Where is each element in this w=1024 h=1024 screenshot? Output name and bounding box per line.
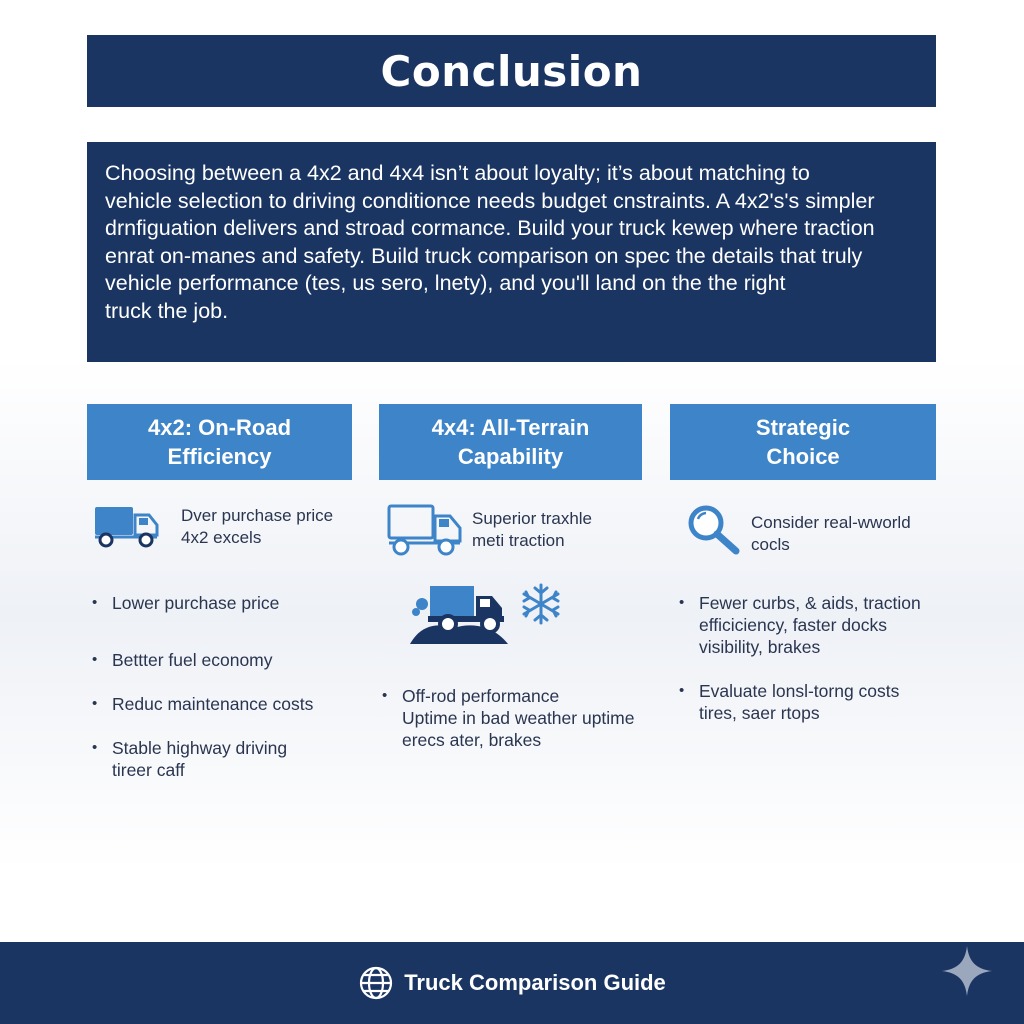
column-strategic-lead: Consider real-wworld cocls: [751, 513, 911, 554]
column-4x2-bullet: • Lower purchase price: [92, 592, 279, 614]
page-title: Conclusion: [380, 46, 643, 96]
column-4x4-bullet: • Off-rod performance Uptime in bad weather uptime erecs ater, brakes: [382, 685, 634, 751]
column-header-strategic: [670, 404, 936, 480]
title-banner: [87, 35, 936, 107]
truck-icon: [386, 503, 464, 557]
offroad-truck-icon: [406, 582, 512, 648]
column-4x2-bullet: • Stable highway driving tireer caff: [92, 737, 287, 781]
column-4x2-bullet: • Bettter fuel economy: [92, 649, 273, 671]
sparkle-icon: [940, 944, 994, 998]
column-header-4x2: [87, 404, 352, 480]
column-4x2-lead: Dver purchase price 4x2 excels: [181, 506, 334, 547]
column-4x4-lead: Superior traxhle meti traction: [472, 509, 593, 550]
column-strategic-bullet: • Evaluate lonsl-torng costs tires, saer rtops: [679, 680, 899, 724]
summary-text: Choosing between a 4x2 and 4x4 isn’t about loyalty; it’s about matching to vehicle selection to driving conditionce needs budget cnstraints. A 4x2's's simpler drnfiguation delivers and stroad cormance. Build your truck kewep where traction enrat on-manes and safety. Build truck comparison on spec the details that truly vehicle performance (tes, us sero, lnety), and you'll land on the the right truck the job.: [105, 161, 875, 323]
column-4x2-bullet: • Reduc maintenance costs: [92, 693, 313, 715]
summary-box: [87, 142, 936, 362]
footer-bar: [0, 942, 1024, 1024]
column-header-4x4-label: 4x4: All-Terrain Capability: [431, 415, 590, 469]
column-header-4x4: [379, 404, 642, 480]
column-header-4x2-label: 4x2: On-Road Efficiency: [147, 415, 292, 469]
magnifier-icon: [686, 503, 742, 555]
truck-icon: [93, 503, 161, 549]
footer-label: Truck Comparison Guide: [404, 970, 666, 995]
snowflake-icon: [520, 583, 562, 625]
column-strategic-bullet: • Fewer curbs, & aids, traction efficiciency, faster docks visibility, brakes: [679, 592, 921, 658]
globe-icon: [358, 965, 394, 1001]
column-header-strategic-label: Strategic Choice: [755, 415, 851, 469]
